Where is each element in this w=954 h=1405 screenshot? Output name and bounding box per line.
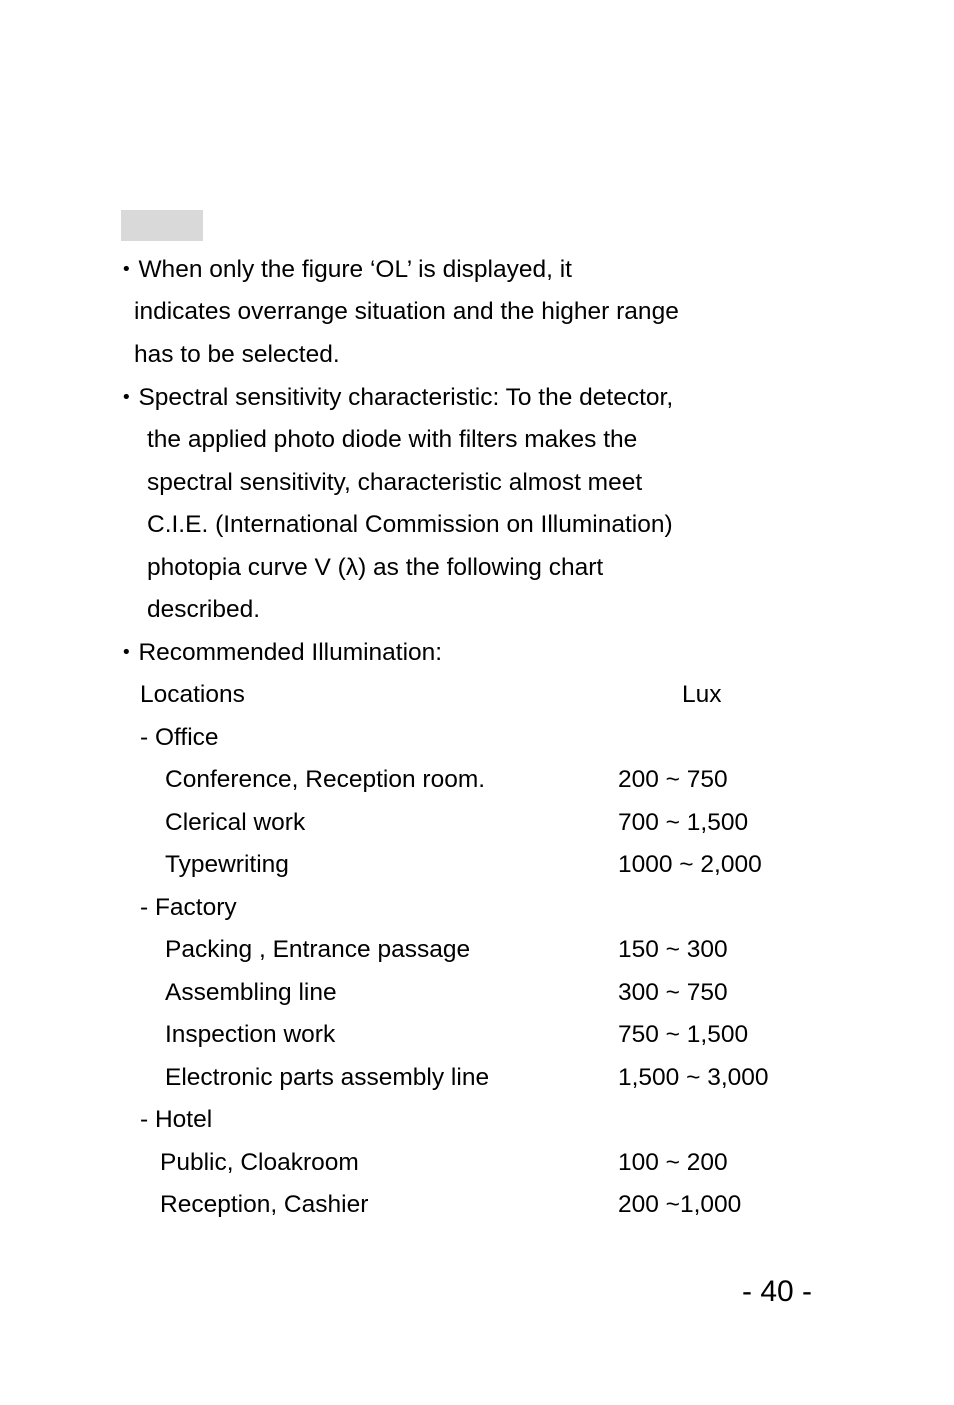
bullet-item-2-line-6: described. <box>147 596 261 623</box>
table-row-location: Conference, Reception room. <box>165 766 486 793</box>
group-factory-title: - Factory <box>140 894 237 921</box>
table-row-lux: 300 ~ 750 <box>618 979 728 1006</box>
table-row-lux: 200 ~ 750 <box>618 766 728 793</box>
table-row-location: Clerical work <box>165 809 306 836</box>
bullet-item-2-line-2: the applied photo diode with filters makes the <box>147 426 638 453</box>
table-row-lux: 700 ~ 1,500 <box>618 809 749 836</box>
table-row-lux: 150 ~ 300 <box>618 936 728 963</box>
bullet-item-3-line-1 <box>121 641 442 666</box>
gray-highlight-box <box>121 210 203 241</box>
table-row-lux: 200 ~1,000 <box>618 1191 742 1218</box>
table-row-location: Assembling line <box>165 979 337 1006</box>
bullet-icon: • <box>121 387 132 408</box>
bullet-item-1-line-1 <box>121 258 572 283</box>
bullet-item-1-line-2: indicates overrange situation and the higher range <box>134 298 679 325</box>
group-hotel-title: - Hotel <box>140 1106 213 1133</box>
bullet-icon: • <box>121 642 132 663</box>
bullet-item-2-line-3: spectral sensitivity, characteristic almost meet <box>147 469 643 496</box>
bullet-item-2-line-5: photopia curve V (λ) as the following chart <box>147 554 604 581</box>
table-row-location: Public, Cloakroom <box>160 1149 359 1176</box>
table-header-lux: Lux <box>682 681 722 708</box>
bullet-item-2-line-4: C.I.E. (International Commission on Illumination) <box>147 511 673 538</box>
table-row-location: Typewriting <box>165 851 289 878</box>
table-row-location: Electronic parts assembly line <box>165 1064 490 1091</box>
group-office-title: - Office <box>140 724 219 751</box>
bullet-item-3-text-1: Recommended Illumination: <box>138 639 443 666</box>
table-row-location: Inspection work <box>165 1021 336 1048</box>
bullet-item-2-text-1: Spectral sensitivity characteristic: To the detector, <box>138 384 674 411</box>
bullet-item-1-text-1: When only the figure ‘OL’ is displayed, it <box>138 256 572 283</box>
bullet-item-2-line-1 <box>121 386 673 411</box>
table-row-lux: 1000 ~ 2,000 <box>618 851 762 878</box>
table-row-lux: 100 ~ 200 <box>618 1149 728 1176</box>
bullet-icon: • <box>121 259 132 280</box>
bullet-item-1-line-3: has to be selected. <box>134 341 340 368</box>
table-row-location: Reception, Cashier <box>160 1191 369 1218</box>
table-header-locations: Locations <box>140 681 245 708</box>
table-row-location: Packing , Entrance passage <box>165 936 471 963</box>
table-row-lux: 1,500 ~ 3,000 <box>618 1064 769 1091</box>
table-row-lux: 750 ~ 1,500 <box>618 1021 749 1048</box>
page-number: - 40 - <box>742 1275 813 1308</box>
